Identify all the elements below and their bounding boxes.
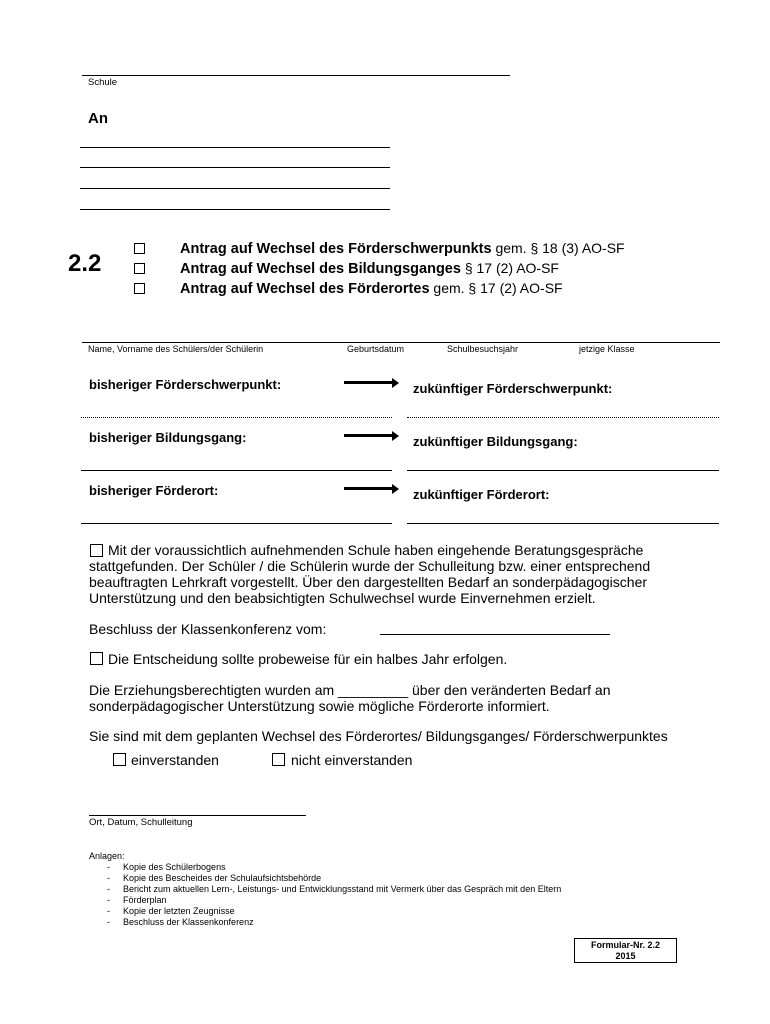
future-location-label: zukünftiger Förderort: xyxy=(413,487,550,502)
student-info-line xyxy=(82,342,720,343)
option-title: Antrag auf Wechsel des Bildungsganges xyxy=(180,261,461,277)
option-title: Antrag auf Wechsel des Förderortes xyxy=(180,281,430,297)
option-suffix: § 17 (2) AO-SF xyxy=(460,260,559,276)
list-item: - Kopie des Schülerbogens xyxy=(105,862,561,873)
previous-focus-label: bisheriger Förderschwerpunkt: xyxy=(89,377,282,392)
previous-location-line xyxy=(81,523,392,524)
signature-label: Ort, Datum, Schulleitung xyxy=(89,817,193,828)
option-foerderort xyxy=(180,280,563,298)
current-class-label: jetzige Klasse xyxy=(579,344,635,354)
parents-text-a: Die Erziehungsberechtigten wurden am xyxy=(89,682,335,698)
option-suffix: gem. § 18 (3) AO-SF xyxy=(491,240,625,256)
future-location-line xyxy=(407,523,719,524)
disagree-label: nicht einverstanden xyxy=(291,752,413,768)
list-item: - Förderplan xyxy=(105,895,561,906)
agree-label: einverstanden xyxy=(131,752,219,768)
address-line-2 xyxy=(80,167,390,168)
school-label: Schule xyxy=(88,77,118,88)
checkbox-bildungsgang[interactable] xyxy=(134,263,145,274)
list-item: - Kopie der letzten Zeugnisse xyxy=(105,906,561,917)
attachments-heading: Anlagen: xyxy=(89,851,125,861)
list-item: - Beschluss der Klassenkonferenz xyxy=(105,917,561,928)
checkbox-foerderschwerpunkt[interactable] xyxy=(134,243,145,254)
address-line-3 xyxy=(80,188,390,189)
parents-date-blank[interactable]: _________ xyxy=(338,682,409,698)
consultation-line-2: stattgefunden. Der Schüler / die Schülerin wurde der Schulleitung bzw. einer entsprechend xyxy=(89,558,651,574)
form-number: Formular-Nr. 2.2 xyxy=(590,940,661,950)
previous-track-line xyxy=(81,470,392,471)
form-number-box xyxy=(574,938,677,963)
option-title: Antrag auf Wechsel des Förderschwerpunkts xyxy=(180,241,492,257)
parents-line-2: sonderpädagogischer Unterstützung sowie mögliche Förderorte informiert. xyxy=(89,698,550,714)
school-line xyxy=(82,75,510,76)
option-suffix: gem. § 17 (2) AO-SF xyxy=(429,280,563,296)
consultation-line-4: Unterstützung und den beabsichtigten Schulwechsel wurde Einvernehmen erzielt. xyxy=(89,590,596,606)
arrow-right-icon xyxy=(344,487,393,490)
consultation-text xyxy=(89,542,729,606)
signature-line[interactable] xyxy=(89,815,306,816)
consultation-line-1: Mit der voraussichtlich aufnehmenden Schule haben eingehende Beratungsgespräche xyxy=(108,542,644,558)
parents-text xyxy=(89,682,729,714)
birthdate-label: Geburtsdatum xyxy=(347,344,405,354)
arrow-right-icon xyxy=(344,381,393,384)
section-number: 2.2 xyxy=(68,250,102,277)
future-track-line xyxy=(407,470,719,471)
consultation-line-3: beauftragten Lehrkraft vorgestellt. Über den dargestellten Bedarf an sonderpädagogischer xyxy=(89,574,648,590)
previous-focus-line xyxy=(81,417,392,418)
future-track-label: zukünftiger Bildungsgang: xyxy=(413,434,578,449)
trial-label: Die Entscheidung sollte probeweise für ein halbes Jahr erfolgen. xyxy=(108,651,508,667)
option-foerderschwerpunkt xyxy=(180,240,625,258)
an-label: An xyxy=(88,110,108,127)
consent-question: Sie sind mit dem geplanten Wechsel des Förderortes/ Bildungsganges/ Förderschwerpunktes xyxy=(89,728,668,744)
parents-line-1 xyxy=(89,682,729,698)
form-year: 2015 xyxy=(615,951,636,961)
previous-track-label: bisheriger Bildungsgang: xyxy=(89,430,247,445)
student-name-label: Name, Vorname des Schülers/der Schülerin xyxy=(88,344,264,354)
address-line-1 xyxy=(80,147,390,148)
parents-text-b: über den veränderten Bedarf an xyxy=(412,682,611,698)
conference-date-line[interactable] xyxy=(380,634,610,635)
future-focus-label: zukünftiger Förderschwerpunkt: xyxy=(413,381,613,396)
checkbox-agree[interactable] xyxy=(113,753,126,766)
arrow-right-icon xyxy=(344,434,393,437)
attachments-list xyxy=(105,862,561,928)
option-bildungsgang xyxy=(180,260,559,278)
previous-location-label: bisheriger Förderort: xyxy=(89,483,219,498)
list-item: - Bericht zum aktuellen Lern-, Leistungs- und Entwicklungsstand mit Vermerk über das Gespräch mit den Eltern xyxy=(105,884,561,895)
checkbox-trial[interactable] xyxy=(90,652,103,665)
school-year-label: Schulbesuchsjahr xyxy=(447,344,519,354)
checkbox-foerderort[interactable] xyxy=(134,283,145,294)
conference-label: Beschluss der Klassenkonferenz vom: xyxy=(89,621,327,637)
checkbox-disagree[interactable] xyxy=(272,753,285,766)
future-focus-line xyxy=(407,417,719,418)
address-line-4 xyxy=(80,209,390,210)
list-item: - Kopie des Bescheides der Schulaufsichtsbehörde xyxy=(105,873,561,884)
